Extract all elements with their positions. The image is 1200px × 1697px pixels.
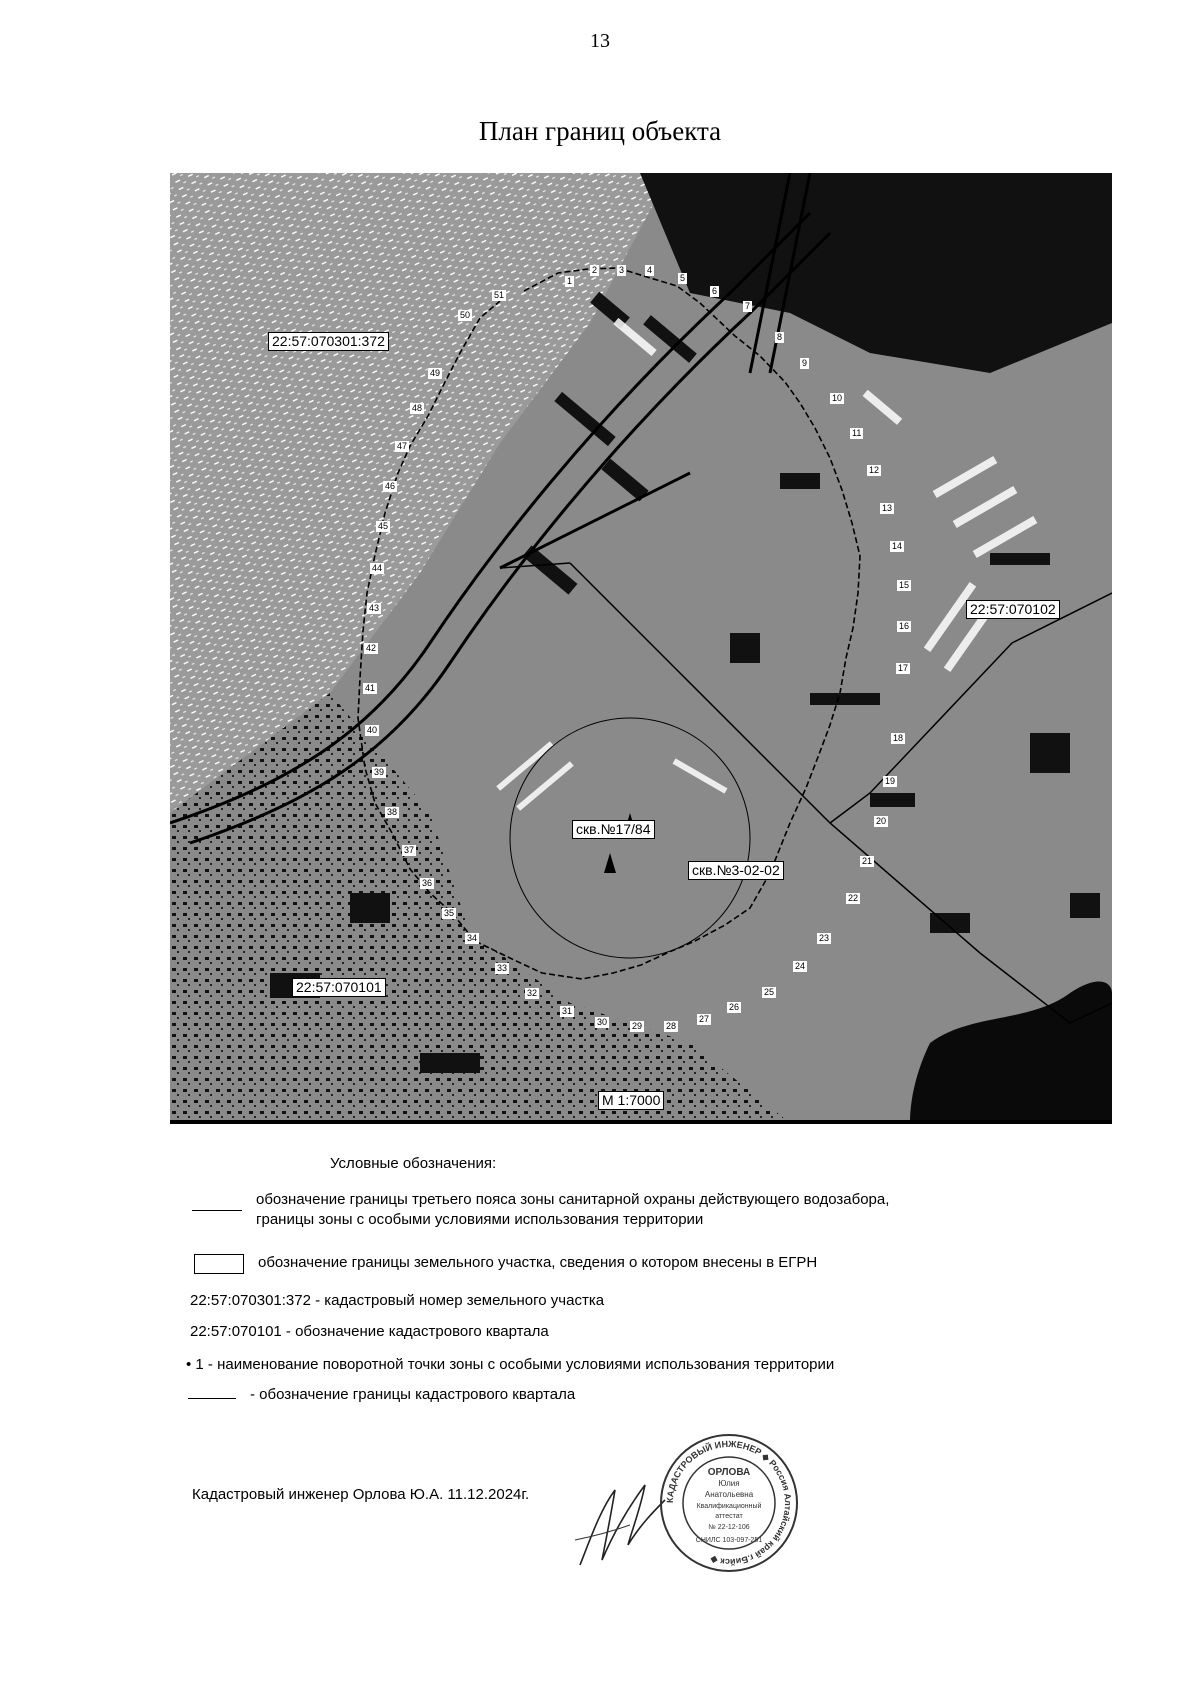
page-number: 13	[590, 30, 610, 52]
turning-point: 6	[712, 286, 718, 296]
stamp-ring-text: КАДАСТРОВЫЙ ИНЖЕНЕР ◆ Россия Алтайский край г.Бийск ◆	[664, 1438, 794, 1568]
document-title: План границ объекта	[478, 116, 722, 146]
scale-label: М 1:7000	[598, 1091, 664, 1110]
legend-zone-line-sample	[192, 1210, 242, 1211]
turning-point: 12	[869, 465, 880, 475]
turning-point: 9	[802, 358, 808, 368]
legend-parcel-box-sample	[194, 1254, 244, 1274]
turning-point: 26	[729, 1002, 740, 1012]
turning-point: 36	[422, 878, 433, 888]
turning-point: 4	[647, 265, 653, 275]
stamp-text: Квалификационный	[696, 1503, 762, 1510]
turning-point: 18	[893, 733, 904, 743]
turning-point: 27	[699, 1014, 710, 1024]
legend-quarter-line-sample	[188, 1398, 236, 1399]
map-bottom-line	[170, 1122, 1112, 1124]
stamp-text: аттестат	[715, 1513, 743, 1520]
legend-heading: Условные обозначения:	[330, 1155, 497, 1172]
turning-point: 40	[367, 725, 378, 735]
turning-point: 24	[795, 961, 806, 971]
turning-point: 22	[848, 893, 859, 903]
map-image	[170, 173, 1112, 1123]
stamp-text: СНИЛС 103-097-251	[695, 1537, 763, 1544]
turning-point: 51	[494, 290, 505, 300]
turning-point: 46	[385, 481, 396, 491]
quarter-label: 22:57:070101	[292, 978, 386, 997]
parcel-label: 22:57:070301:372	[268, 332, 389, 351]
turning-point: 7	[745, 301, 751, 311]
turning-point: 47	[397, 441, 408, 451]
turning-point: 1	[567, 276, 573, 286]
turning-point: 3	[619, 265, 625, 275]
turning-point: 34	[467, 933, 478, 943]
turning-point: 49	[430, 368, 441, 378]
turning-point: 20	[876, 816, 887, 826]
signature-icon	[570, 1470, 670, 1580]
turning-point: 39	[374, 767, 385, 777]
stamp-icon	[658, 1432, 800, 1574]
turning-point: 23	[819, 933, 830, 943]
turning-point: 31	[562, 1006, 573, 1016]
turning-point: 29	[632, 1021, 643, 1031]
signature-line: Кадастровый инженер Орлова Ю.А. 11.12.2024г.	[192, 1486, 530, 1503]
turning-point: 14	[892, 541, 903, 551]
turning-point: 28	[666, 1021, 677, 1031]
legend-zone-text: обозначение границы третьего пояса зоны санитарной охраны действующего водозабора,	[256, 1191, 890, 1208]
stamp-text: Анатольевна	[704, 1490, 754, 1499]
turning-point: 15	[899, 580, 910, 590]
well-label: скв.№17/84	[572, 820, 655, 839]
turning-point: 2	[592, 265, 598, 275]
turning-point: 45	[378, 521, 389, 531]
turning-point: 30	[597, 1017, 608, 1027]
legend-parcel-text: обозначение границы земельного участка, сведения о котором внесены в ЕГРН	[258, 1254, 818, 1271]
legend-zone-text: границы зоны с особыми условиями использования территории	[256, 1211, 704, 1228]
turning-point: 32	[527, 988, 538, 998]
legend-quarter-number: 22:57:070101 - обозначение кадастрового квартала	[190, 1323, 549, 1340]
turning-point: 11	[852, 428, 862, 438]
legend-quarter-line-text: - обозначение границы кадастрового квартала	[250, 1386, 576, 1403]
stamp-text: ОРЛОВА	[707, 1467, 751, 1478]
turning-point: 38	[387, 807, 398, 817]
turning-point: 16	[899, 621, 910, 631]
turning-point: 17	[898, 663, 909, 673]
turning-point: 48	[412, 403, 423, 413]
turning-point: 8	[777, 332, 783, 342]
quarter-label: 22:57:070102	[966, 600, 1060, 619]
turning-point: 13	[882, 503, 893, 513]
turning-point: 10	[832, 393, 843, 403]
turning-point: 19	[885, 776, 896, 786]
stamp-text: № 22-12-106	[708, 1524, 750, 1531]
turning-point: 25	[764, 987, 775, 997]
turning-point: 35	[444, 908, 455, 918]
turning-point: 37	[404, 845, 415, 855]
turning-point: 44	[372, 563, 383, 573]
turning-point: 43	[369, 603, 380, 613]
turning-point: 33	[497, 963, 508, 973]
stamp-text: Юлия	[718, 1479, 740, 1488]
turning-point: 5	[680, 273, 686, 283]
turning-point: 41	[365, 683, 376, 693]
legend-cadastral-number: 22:57:070301:372 - кадастровый номер земельного участка	[190, 1292, 605, 1309]
turning-point: 21	[862, 856, 873, 866]
turning-point: 42	[366, 643, 377, 653]
legend-turning-point: • 1 - наименование поворотной точки зоны с особыми условиями использования территории	[186, 1356, 835, 1373]
turning-point: 50	[460, 310, 471, 320]
well-label: скв.№3-02-02	[688, 861, 784, 880]
